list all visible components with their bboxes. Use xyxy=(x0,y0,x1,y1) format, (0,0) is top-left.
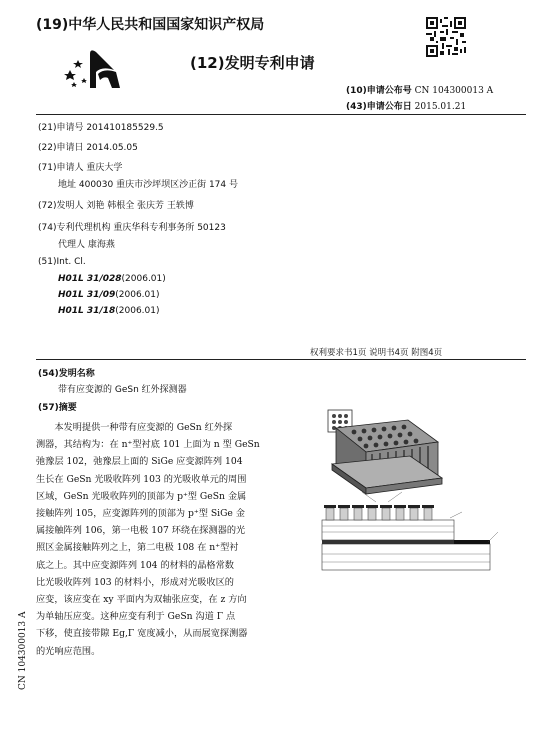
title-label: (54)发明名称 xyxy=(38,369,95,379)
ipc-year: (2006.01) xyxy=(121,274,166,284)
ipc-code: H01L 31/028 xyxy=(58,274,122,284)
publication-date xyxy=(346,99,466,112)
abstract-line: 区域，GeSn 光吸收阵列的顶部为 p⁺型 GeSn 金属 xyxy=(36,490,247,502)
office-title: (19)中华人民共和国国家知识产权局 xyxy=(36,17,265,33)
abstract-text xyxy=(36,419,276,660)
ipc-code: H01L 31/09 xyxy=(58,290,116,300)
applicant-address: 地址 400030 重庆市沙坪坝区沙正街 174 号 xyxy=(58,180,238,190)
application-number: (21)申请号 201410185529.5 xyxy=(38,123,164,133)
abstract-line: 接触阵列 105，应变源阵列的顶部为 p⁺型 SiGe 金 xyxy=(36,508,245,520)
cnipa-logo xyxy=(62,48,126,92)
ipc-year: (2006.01) xyxy=(115,290,160,300)
section-rule xyxy=(36,359,526,360)
publication-date-value: 2015.01.21 xyxy=(414,102,467,112)
ipc-entry xyxy=(58,306,160,316)
patent-agency: (74)专利代理机构 重庆华科专利事务所 50123 xyxy=(38,223,226,233)
ipc-year: (2006.01) xyxy=(115,306,160,316)
abstract-line: 应变，该应变在 xy 平面内为双轴张应变，在 z 方向 xyxy=(36,594,247,606)
inventors: (72)发明人 刘艳 韩根全 张庆芳 王轶博 xyxy=(38,201,194,211)
abstract-line: 下移，使直接带隙 Eg,Γ 宽度减小，从而展宽探测器 xyxy=(36,628,248,640)
abstract-line: 为单轴压应变。这种应变有利于 GeSn 沟道 Γ 点 xyxy=(36,611,236,623)
abstract-line: 属接触阵列 106，第一电极 107 环绕在探测器的光 xyxy=(36,525,246,537)
abstract-line: 测器，其结构为：在 n⁺型衬底 101 上面为 n 型 GeSn xyxy=(36,439,260,451)
patent-agent: 代理人 康海燕 xyxy=(58,240,115,250)
publication-number xyxy=(346,83,493,96)
abstract-line: 照区金属接触阵列之上，第二电极 108 在 n⁺型衬 xyxy=(36,542,239,554)
qr-code xyxy=(426,17,466,57)
abstract-figure xyxy=(292,408,528,584)
int-cl-label: (51)Int. Cl. xyxy=(38,257,86,267)
figure-cross-section xyxy=(322,492,498,570)
abstract-line: 弛豫层 102，弛豫层上面的 SiGe 应变源阵列 104 xyxy=(36,456,243,468)
abstract-line: 比光吸收阵列 103 的材料小，形成对光吸收区的 xyxy=(36,576,234,588)
publication-number-label: (10)申请公布号 xyxy=(346,86,412,96)
header-rule xyxy=(36,114,526,115)
figure-3d-device xyxy=(332,420,442,494)
document-type: (12)发明专利申请 xyxy=(190,54,315,72)
abstract-line: 底之上。其中应变源阵列 104 的材料的晶格常数 xyxy=(36,559,234,571)
ipc-entry xyxy=(58,274,166,284)
ipc-code: H01L 31/18 xyxy=(58,306,116,316)
abstract-line: 生长在 GeSn 光吸收阵列 103 的光吸收单元的周围 xyxy=(36,473,247,485)
side-publication-number: CN 104300013 A xyxy=(18,611,28,690)
publication-number-value: CN 104300013 A xyxy=(414,86,494,96)
application-date: (22)申请日 2014.05.05 xyxy=(38,143,138,153)
page-counts: 权利要求书1页 说明书4页 附图4页 xyxy=(310,348,443,358)
ipc-entry xyxy=(58,290,160,300)
invention-title: 带有应变源的 GeSn 红外探测器 xyxy=(58,385,187,395)
applicant: (71)申请人 重庆大学 xyxy=(38,163,123,173)
abstract-label: (57)摘要 xyxy=(38,403,77,413)
abstract-line: 的光响应范围。 xyxy=(36,645,101,657)
abstract-line: 本发明提供一种带有应变源的 GeSn 红外探 xyxy=(36,422,233,433)
publication-date-label: (43)申请公布日 xyxy=(346,102,412,112)
